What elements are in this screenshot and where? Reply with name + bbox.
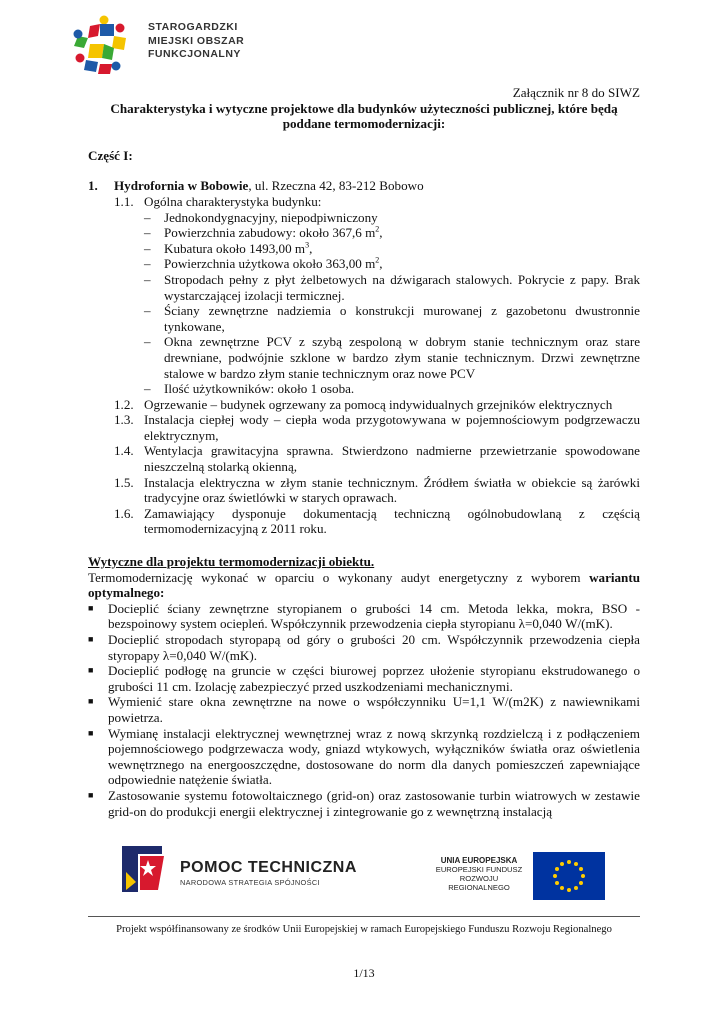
- feature-item: – Okna zewnętrzne PCV z szybą zespoloną w dobrym stanie technicznym oraz stare drewniane, podwójnie szklone w bardzo złym stanie technicznym. Drzwi zewnętrzne stalowe w bardzo złym stanie technicznym oraz nowe PCV: [144, 334, 640, 381]
- feature-item: – Ściany zewnętrzne nadziemia o konstrukcji murowanej z gazobetonu dwustronnie tynkowane,: [144, 303, 640, 334]
- bullet-item: ■ Docieplić stropodach styropapą od góry o grubości 20 cm. Współczynnik przewodzenia ciepła styropapy λ=0,040 W/(mK).: [88, 632, 640, 663]
- eu-text: UNIA EUROPEJSKA EUROPEJSKI FUNDUSZ ROZWOJU REGIONALNEGO: [435, 856, 523, 892]
- bullet-item: ■ Wymianę instalacji elektrycznej wewnętrznej wraz z nową skrzynką rozdzielczą i z podłączeniem pojemnościowego podgrzewacza wody, gniazd wtykowych, wyłączników światła oraz oświetlenia wewnętrznego na energooszczędne, dostosowane do norm dla danych pomieszczeń zapewniające odpowiednie natężenie światła.: [88, 725, 640, 788]
- document-title: Charakterystyka i wytyczne projektowe dla budynków użyteczności publicznej, które będą poddane termomodernizacji:: [110, 100, 618, 132]
- logo-text: STAROGARDZKI MIEJSKI OBSZAR FUNKCJONALNY: [148, 21, 245, 60]
- pomoc-techniczna-text: POMOC TECHNICZNA NARODOWA STRATEGIA SPÓJNOŚCI: [180, 859, 357, 887]
- guidelines-heading: Wytyczne dla projektu termomodernizacji obiektu.: [88, 554, 375, 570]
- page-number: 1/13: [353, 966, 375, 980]
- list-item: 1.6. Zamawiający dysponuje dokumentacją techniczną ogólnobudowlaną z częścią termomodernizacyjną z 2011 roku.: [114, 505, 640, 537]
- bullet-item: ■ Docieplić ściany zewnętrzne styropianem o grubości 14 cm. Metoda lekka, mokra, BSO - bezspoinowy system ociepleń. Współczynnik przewodzenia ciepła styropianu λ=0,040 W/(mK).: [88, 600, 640, 632]
- list-item: 1.3. Instalacja ciepłej wody – ciepła woda przygotowywana w pojemnościowym podgrzewaczu elektrycznym,: [114, 412, 640, 443]
- feature-item: – Stropodach pełny z płyt żelbetowych na dźwigarach stalowych. Pokrycie z papy. Brak wystarczającej izolacji termicznej.: [144, 271, 640, 303]
- footer-divider: [88, 916, 640, 917]
- feature-item: – Jednokondygnacyjny, niepodpiwniczony: [144, 209, 378, 225]
- eu-flag-icon: [533, 852, 605, 900]
- feature-item: – Kubatura około 1493,00 $m^3$,: [144, 240, 313, 256]
- bullet-item: ■ Docieplić podłogę na gruncie w części biurowej poprzez ułożenie styropianu ekstrudowanego o grubości 11 cm. Izolację zabezpieczyć przed uszkodzeniami mechanicznymi.: [88, 663, 640, 694]
- list-item: 1.1. Ogólna charakterystyka budynku:: [114, 193, 322, 209]
- pomoc-techniczna-logo: [118, 842, 174, 896]
- list-item: 1.4. Wentylacja grawitacyjna sprawna. Stwierdzono nadmierne przewietrzanie spowodowane nieszczelną stolarką okienną,: [114, 443, 640, 475]
- footer-logos: [118, 838, 608, 898]
- footer-note: Projekt współfinansowany ze środków Unii Europejskiej w ramach Europejskiego Funduszu Rozwoju Regionalnego: [116, 924, 612, 935]
- building-heading: 1. Hydrofornia w Bobowie, ul. Rzeczna 42, 83-212 Bobowo: [88, 178, 424, 194]
- feature-item: – Powierzchnia użytkowa około 363,00 $m^2$,: [144, 255, 383, 272]
- list-item: 1.2. Ogrzewanie – budynek ogrzewany za pomocą indywidualnych grzejników elektrycznych: [114, 396, 613, 412]
- feature-item: – Ilość użytkowników: około 1 osoba.: [144, 381, 355, 397]
- bullet-item: ■ Zastosowanie systemu fotowoltaicznego (grid-on) oraz zastosowanie turbin wiatrowych w zestawie grid-on do produkcji energii elektrycznej i zintegrowanie go z wewnętrzną instalacją: [88, 787, 640, 819]
- guidelines-intro: Termomodernizację wykonać w oparciu o wykonany audyt energetyczny z wyborem wariantu optymalnego:: [88, 569, 640, 601]
- list-item: 1.5. Instalacja elektryczna w złym stanie technicznym. Źródłem światła w obiekcie są żarówki tradycyjne oraz świetlówki w starych oprawach.: [114, 474, 640, 506]
- bullet-item: ■ Wymienić stare okna zewnętrzne na nowe o współczynniku U=1,1 W/(m2K) z nawiewnikami powietrza.: [88, 694, 640, 725]
- attachment-label: Załącznik nr 8 do SIWZ: [512, 85, 640, 100]
- part-heading: Część I:: [88, 147, 133, 163]
- document-body: [88, 85, 640, 819]
- feature-item: – Powierzchnia zabudowy: około 367,6 $m^2$,: [144, 224, 383, 241]
